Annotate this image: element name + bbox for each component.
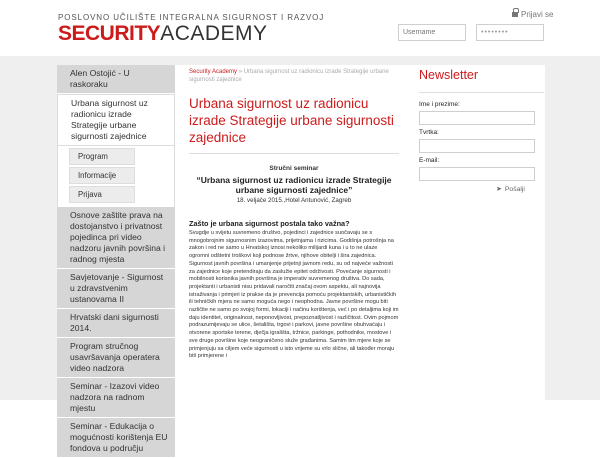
- breadcrumb-home[interactable]: Security Academy: [189, 69, 238, 75]
- email-label: E-mail:: [419, 157, 440, 164]
- arrow-right-icon: ➤: [496, 186, 502, 193]
- sidebar-item[interactable]: Seminar - Izazovi video nadzora na radnom mjestu: [57, 378, 175, 418]
- breadcrumb: [189, 68, 399, 84]
- name-input[interactable]: [419, 111, 535, 125]
- site-tagline: POSLOVNO UČILIŠTE INTEGRALNA SIGURNOST I RAZVOJ: [58, 13, 325, 22]
- sidebar-item[interactable]: Osnove zaštite prava na dostojanstvo i privatnost pojedinca pri video nadzoru javnih površina i radnog mjesta: [57, 207, 175, 269]
- lock-icon: [512, 12, 518, 17]
- breadcrumb-current: » Urbana sigurnost uz radionicu izrade Strategije urbane sigurnosti zajednice: [189, 69, 389, 83]
- newsletter-panel: [419, 68, 544, 193]
- section-heading: Zašto je urbana sigurnost postala tako važna?: [189, 219, 350, 228]
- company-label: Tvrtka:: [419, 129, 439, 136]
- name-label: Ime i prezime:: [419, 101, 460, 108]
- subnav-informacije[interactable]: Informacije: [69, 167, 135, 184]
- subnav-program[interactable]: Program: [69, 148, 135, 165]
- subnav-prijava[interactable]: Prijava: [69, 186, 135, 203]
- article-body: Svugdje u svijetu suvremeno društvo, pojedinci i zajednice suočavaju se s mnogobrojnim sigurnosnim izazovima, prijetnjama i rizicima. Godišnja potrošnja na zakon i red ne samo u Hrvatskoj iznosi nekoliko milijardi kuna i u to ne ulaze ogromni odštetni troškovi koji podnose žrtve, njihove obitelji i šira zajednica. Sigurnost javnih površina i umanjenje prijetnji javnom redu, su od najveće važnosti za zajednice koje pretendiraju da zaslužie epitet održivosti. Povećanje sigurnosti i mobilnosti korisnika javnih površina je imperativ suvremenog društva. Do sada, projektanti i urbanisti nisu pridavali naročiti značaj ovom aspektu, ali najnovija istraživanja i primjeri iz prakse da je prevencija pomoću projektantskih, urbanističkih ili tehničkih mjera ne samo moguća nego i neophodna. Javne površine mogu biti različite ne samo po svojoj formi, lokaciji i načinu korištenja, već i po detaljima koji im daju identitet, originalnost, neponovljivost, prepoznatljivost i različitost. Ovim pojmom podrazumijevaju se ulice, šetališta, trgovi i parkovi, javne površine obuhvaćaju i otvorene sportske terene, dječja igrališta, tržnice, parkinge, pothodnike, mostove i sve druge površine koje neograničeno služe građanima. Samim tim mjere koje se primjenjuju sa ciljem veće sigurnosti u isto vrijeme su vrlo slične, ali također moraju biti primjerene i: [189, 230, 399, 360]
- login-link[interactable]: Prijavi se: [512, 10, 553, 19]
- seminar-title: “Urbana sigurnost uz radionicu izrade Strategije urbane sigurnosti zajednice”: [196, 175, 392, 195]
- sidebar-item[interactable]: Savjetovanje - Sigurnost u zdravstvenim ustanovama II: [57, 269, 175, 309]
- send-button[interactable]: ➤ Pošalji: [496, 186, 525, 193]
- sidebar-item[interactable]: Alen Ostojić - U raskoraku: [57, 65, 175, 94]
- sidebar-item-active[interactable]: Urbana sigurnost uz radionicu izrade Strategije urbane sigurnosti zajednice: [57, 94, 175, 146]
- sidebar-nav: [57, 65, 175, 458]
- sidebar-subnav: [57, 146, 175, 207]
- sidebar-item[interactable]: Hrvatski dani sigurnosti 2014.: [57, 309, 175, 338]
- password-input[interactable]: [476, 24, 544, 41]
- sidebar-item[interactable]: Program stručnog usavršavanja operatera video nadzora: [57, 338, 175, 378]
- newsletter-title: Newsletter: [419, 68, 479, 82]
- page-title: Urbana sigurnost uz radionicu izrade Strategije urbane sigurnosti zajednice: [189, 96, 394, 145]
- company-input[interactable]: [419, 139, 535, 153]
- username-input[interactable]: [398, 24, 466, 41]
- seminar-date: 18. veljače 2015.,Hotel Antunović, Zagreb: [236, 197, 352, 204]
- main-content: [189, 68, 399, 361]
- site-logo[interactable]: SECURITYACADEMY: [58, 22, 268, 45]
- newsletter-divider: [419, 92, 544, 93]
- divider: [189, 153, 399, 154]
- email-input[interactable]: [419, 167, 535, 181]
- sidebar-item[interactable]: Seminar - Edukacija o mogućnosti korištenja EU fondova u području: [57, 418, 175, 458]
- seminar-kicker: Stručni seminar: [269, 165, 319, 172]
- site-header: [0, 0, 600, 56]
